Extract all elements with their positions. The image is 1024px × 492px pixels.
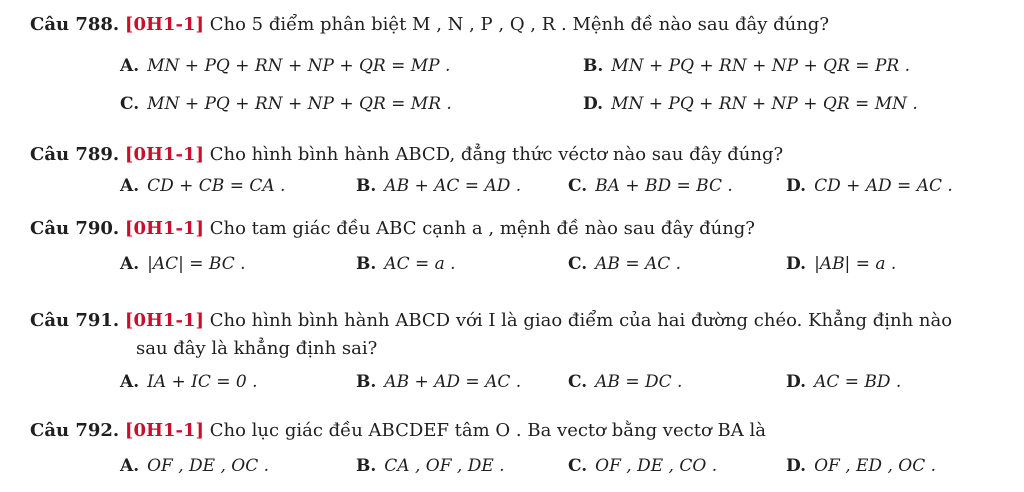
option-a[interactable] <box>120 176 285 196</box>
question-text: Cho hình bình hành ABCD, đẳng thức véctơ nào sau đây đúng? <box>209 144 784 165</box>
option-letter: D. <box>786 372 807 392</box>
option-expression: |AC| = BC . <box>147 254 246 274</box>
option-a[interactable] <box>120 254 246 274</box>
question-788 <box>30 14 829 35</box>
option-expression: AB = AC . <box>595 254 682 274</box>
option-letter: C. <box>568 176 588 196</box>
question-number: Câu 788. <box>30 14 120 35</box>
option-expression: OF , DE , CO . <box>595 456 718 476</box>
option-d[interactable] <box>786 176 953 196</box>
option-b[interactable] <box>356 254 456 274</box>
option-c[interactable] <box>568 456 717 476</box>
question-tag: [0H1-1] <box>124 218 205 239</box>
question-tag: [0H1-1] <box>124 14 205 35</box>
option-letter: C. <box>568 456 588 476</box>
question-number: Câu 791. <box>30 310 120 331</box>
question-792 <box>30 420 766 441</box>
option-a[interactable] <box>120 372 258 392</box>
option-expression: AB + AD = AC . <box>384 372 522 392</box>
question-tag: [0H1-1] <box>124 144 205 165</box>
option-letter: C. <box>568 372 588 392</box>
option-expression: MN + PQ + RN + NP + QR = PR . <box>611 56 910 76</box>
question-791 <box>30 310 952 331</box>
question-number: Câu 789. <box>30 144 120 165</box>
option-b[interactable] <box>356 456 505 476</box>
option-letter: B. <box>356 254 377 274</box>
question-text: Cho lục giác đều ABCDEF tâm O . Ba vectơ bằng vectơ BA là <box>209 420 766 441</box>
option-expression: AB = DC . <box>595 372 683 392</box>
question-tag: [0H1-1] <box>124 310 205 331</box>
option-expression: AB + AC = AD . <box>384 176 522 196</box>
option-expression: BA + BD = BC . <box>595 176 733 196</box>
option-expression: MN + PQ + RN + NP + QR = MP . <box>147 56 451 76</box>
option-letter: D. <box>786 456 807 476</box>
option-a[interactable] <box>120 456 269 476</box>
option-letter: D. <box>786 254 807 274</box>
option-c[interactable] <box>120 94 452 114</box>
option-expression: AC = BD . <box>814 372 902 392</box>
option-d[interactable] <box>786 372 901 392</box>
option-letter: C. <box>568 254 588 274</box>
option-b[interactable] <box>356 176 521 196</box>
option-letter: D. <box>786 176 807 196</box>
question-text: Cho tam giác đều ABC cạnh a , mệnh đề nào sau đây đúng? <box>209 218 755 239</box>
option-expression: IA + IC = 0 . <box>147 372 258 392</box>
option-expression: OF , DE , OC . <box>147 456 270 476</box>
option-c[interactable] <box>568 176 733 196</box>
option-letter: B. <box>583 56 604 76</box>
option-letter: D. <box>583 94 604 114</box>
option-d[interactable] <box>583 94 918 114</box>
option-expression: OF , ED , OC . <box>814 456 937 476</box>
question-tag: [0H1-1] <box>124 420 205 441</box>
option-letter: B. <box>356 456 377 476</box>
question-text: Cho hình bình hành ABCD với I là giao điểm của hai đường chéo. Khẳng định nào <box>209 310 953 331</box>
option-expression: CD + CB = CA . <box>147 176 286 196</box>
option-d[interactable] <box>786 456 936 476</box>
option-letter: C. <box>120 94 140 114</box>
option-expression: CD + AD = AC . <box>814 176 953 196</box>
option-d[interactable] <box>786 254 896 274</box>
option-letter: A. <box>120 56 140 76</box>
option-expression: AC = a . <box>384 254 456 274</box>
option-letter: A. <box>120 176 140 196</box>
option-letter: A. <box>120 254 140 274</box>
question-789 <box>30 144 783 165</box>
question-text: Cho 5 điểm phân biệt M , N , P , Q , R . Mệnh đề nào sau đây đúng? <box>209 14 829 35</box>
option-c[interactable] <box>568 254 681 274</box>
option-letter: B. <box>356 372 377 392</box>
option-letter: A. <box>120 456 140 476</box>
option-c[interactable] <box>568 372 682 392</box>
question-790 <box>30 218 755 239</box>
option-expression: |AB| = a . <box>814 254 897 274</box>
question-number: Câu 790. <box>30 218 120 239</box>
option-expression: MN + PQ + RN + NP + QR = MN . <box>611 94 918 114</box>
option-b[interactable] <box>356 372 521 392</box>
option-a[interactable] <box>120 56 450 76</box>
option-letter: A. <box>120 372 140 392</box>
option-expression: CA , OF , DE . <box>384 456 505 476</box>
question-text-continued: sau đây là khẳng định sai? <box>136 338 378 359</box>
question-number: Câu 792. <box>30 420 120 441</box>
option-expression: MN + PQ + RN + NP + QR = MR . <box>147 94 452 114</box>
option-b[interactable] <box>583 56 910 76</box>
option-letter: B. <box>356 176 377 196</box>
